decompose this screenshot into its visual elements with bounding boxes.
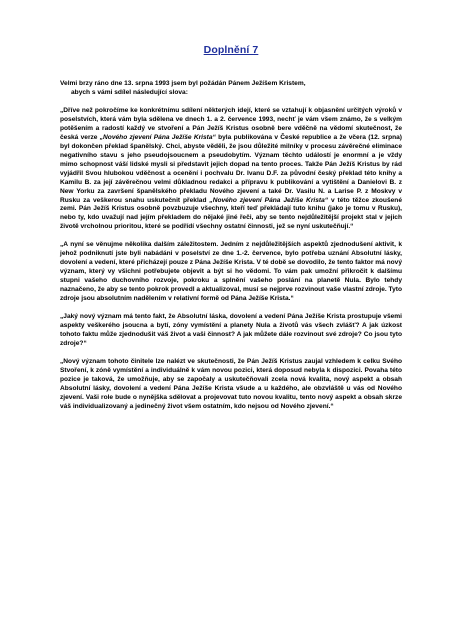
paragraph-1 [60, 107, 402, 232]
paragraph-4: „Nový význam tohoto činitele lze nalézt ve skutečnosti, že Pán Ježíš Kristus zaujal vzhledem k celku Svého Stvoření, k zóně vymístění a individuálně k vám novou pozici, která doposud nebyla k dispozici. Povaha této pozice je taková, že umožňuje, aby se započaly a uskutečňovali zcela nová kvalita, nový aspekt a obsah Absolutní lásky, dovolení a vedení Pána Ježíše Krista všude a u každého, ale obzvláště u vás od Nového zjevení. Vaši role bude o nynějška sdělovat a projevovat tuto novou kvalitu, tento nový aspekt a obsah skrze váš individualizovaný a jedinečný život všem ostatním, kdo nejsou od Nového zjevení.“ [60, 357, 402, 410]
intro-line-2: abych s vámi sdílel následující slova: [71, 89, 188, 96]
paragraph-1-text-c: v této těžce zkoušené zemi. Pán Ježíš Kristus osobně povzbuzuje všechny, kteří teď překládají tuto knihu (jako je tomu v Rusku), nebo ty, kdo uvažují nad jejím překladem do nějaké jiné řeči, aby se tento nejdůležitější projekt stal v jejich životě vrcholnou prioritou, které se podřídí všechny ostatní činnosti, jež se nyní uskutečňují.“ [60, 196, 402, 231]
intro-paragraph [60, 79, 402, 97]
paragraph-1-text-a: „Dříve než pokročíme ke konkrétnímu sdílení některých idejí, které se vztahují k objasnění určitých výroků v poselstvích, která vám byla sdělena ve dnech 1. a 2. července 1993, nechť je vám všem známo, že s velkým potěšením a radostí každý ve stvoření a Pán Ježíš Kristus osobně bere vděčně na vědomí skutečnost, že česká verze [60, 107, 402, 141]
page-title: Doplnění 7 [203, 44, 259, 56]
book-title-emphasis-1: „Nového zjevení Pána Ježíše Krista“ [99, 133, 216, 141]
paragraph-2: „A nyní se věnujme několika dalším záležitostem. Jedním z nejdůležitějších aspektů zjednodušení aktivit, k jehož podniknutí jste byli nabádáni v poselství ze dne 1.-2. července, bylo potřeba uznání Absolutní lásky, dovolení a vedení, které přicházejí pouze z Pána Ježíše Krista. V té době se dovodilo, že tento faktor má nový význam, který vy všichni potřebujete objevit a být si ho vědomi. To vám pak umožní přikročit k dalšímu stupni vašeho duchovního rozvoje, pokroku a splnění vašeho poslání na planetě Nula. Bylo tehdy naznačeno, že aby se tento pokrok provedl a aktualizoval, musí se nejprve rozvinout vaše vlastní zdroje. Tyto zdroje jsou absolutním nadělením v relativní formě od Pána Ježíše Krista.“ [60, 241, 402, 303]
book-title-emphasis-2: „Nového zjevení Pána Ježíše Krista“ [209, 196, 329, 204]
paragraph-1-text-b: byla publikována v České republice a že včera (12. srpna) byl dokončen překlad španělský. Chci, abyste věděli, že jsou důležité milníky v procesu závěrečné eliminace negativního stavu s jeho pseudojsoucnem a pseudobytím. Význam těchto událostí je enormní a je vždy mimo schopnost váší lidské mysli si představit jejich dopad na tento proces. Takže Pán Ježíš Kristus by rád vyjádřil Svou hlubokou vděčnost a ocenění i pochvalu Dr. Ivanu D.F. za původní český překlad této knihy a Kamilu B. za její závěrečnou velmi důkladnou redakci a přípravu k publikování a vytištění a Danielovi B. z New Yorku za završení španělského překladu Nového zjevení a také Dr. Vasilu N. a Larise P. z Moskvy v Rusku za veškerou snahu uskutečnit překlad [60, 133, 402, 204]
paragraph-3: „Jaký nový význam má tento fakt, že Absolutní láska, dovolení a vedení Pána Ježíše Krista prostupuje všemi aspekty veškerého jsoucna a bytí, zóny vymístění a planety Nula a životů vás všech zvlášť? A jak úzkost tohoto faktu může zjednodušit váš život a vaši činnost? A jak můžete dále rozvinout své zdroje? Co jsou tyto zdroje?“ [60, 313, 402, 347]
intro-line-1: Velmi brzy ráno dne 13. srpna 1993 jsem byl požádán Pánem Ježíšem Kristem, [60, 80, 306, 87]
